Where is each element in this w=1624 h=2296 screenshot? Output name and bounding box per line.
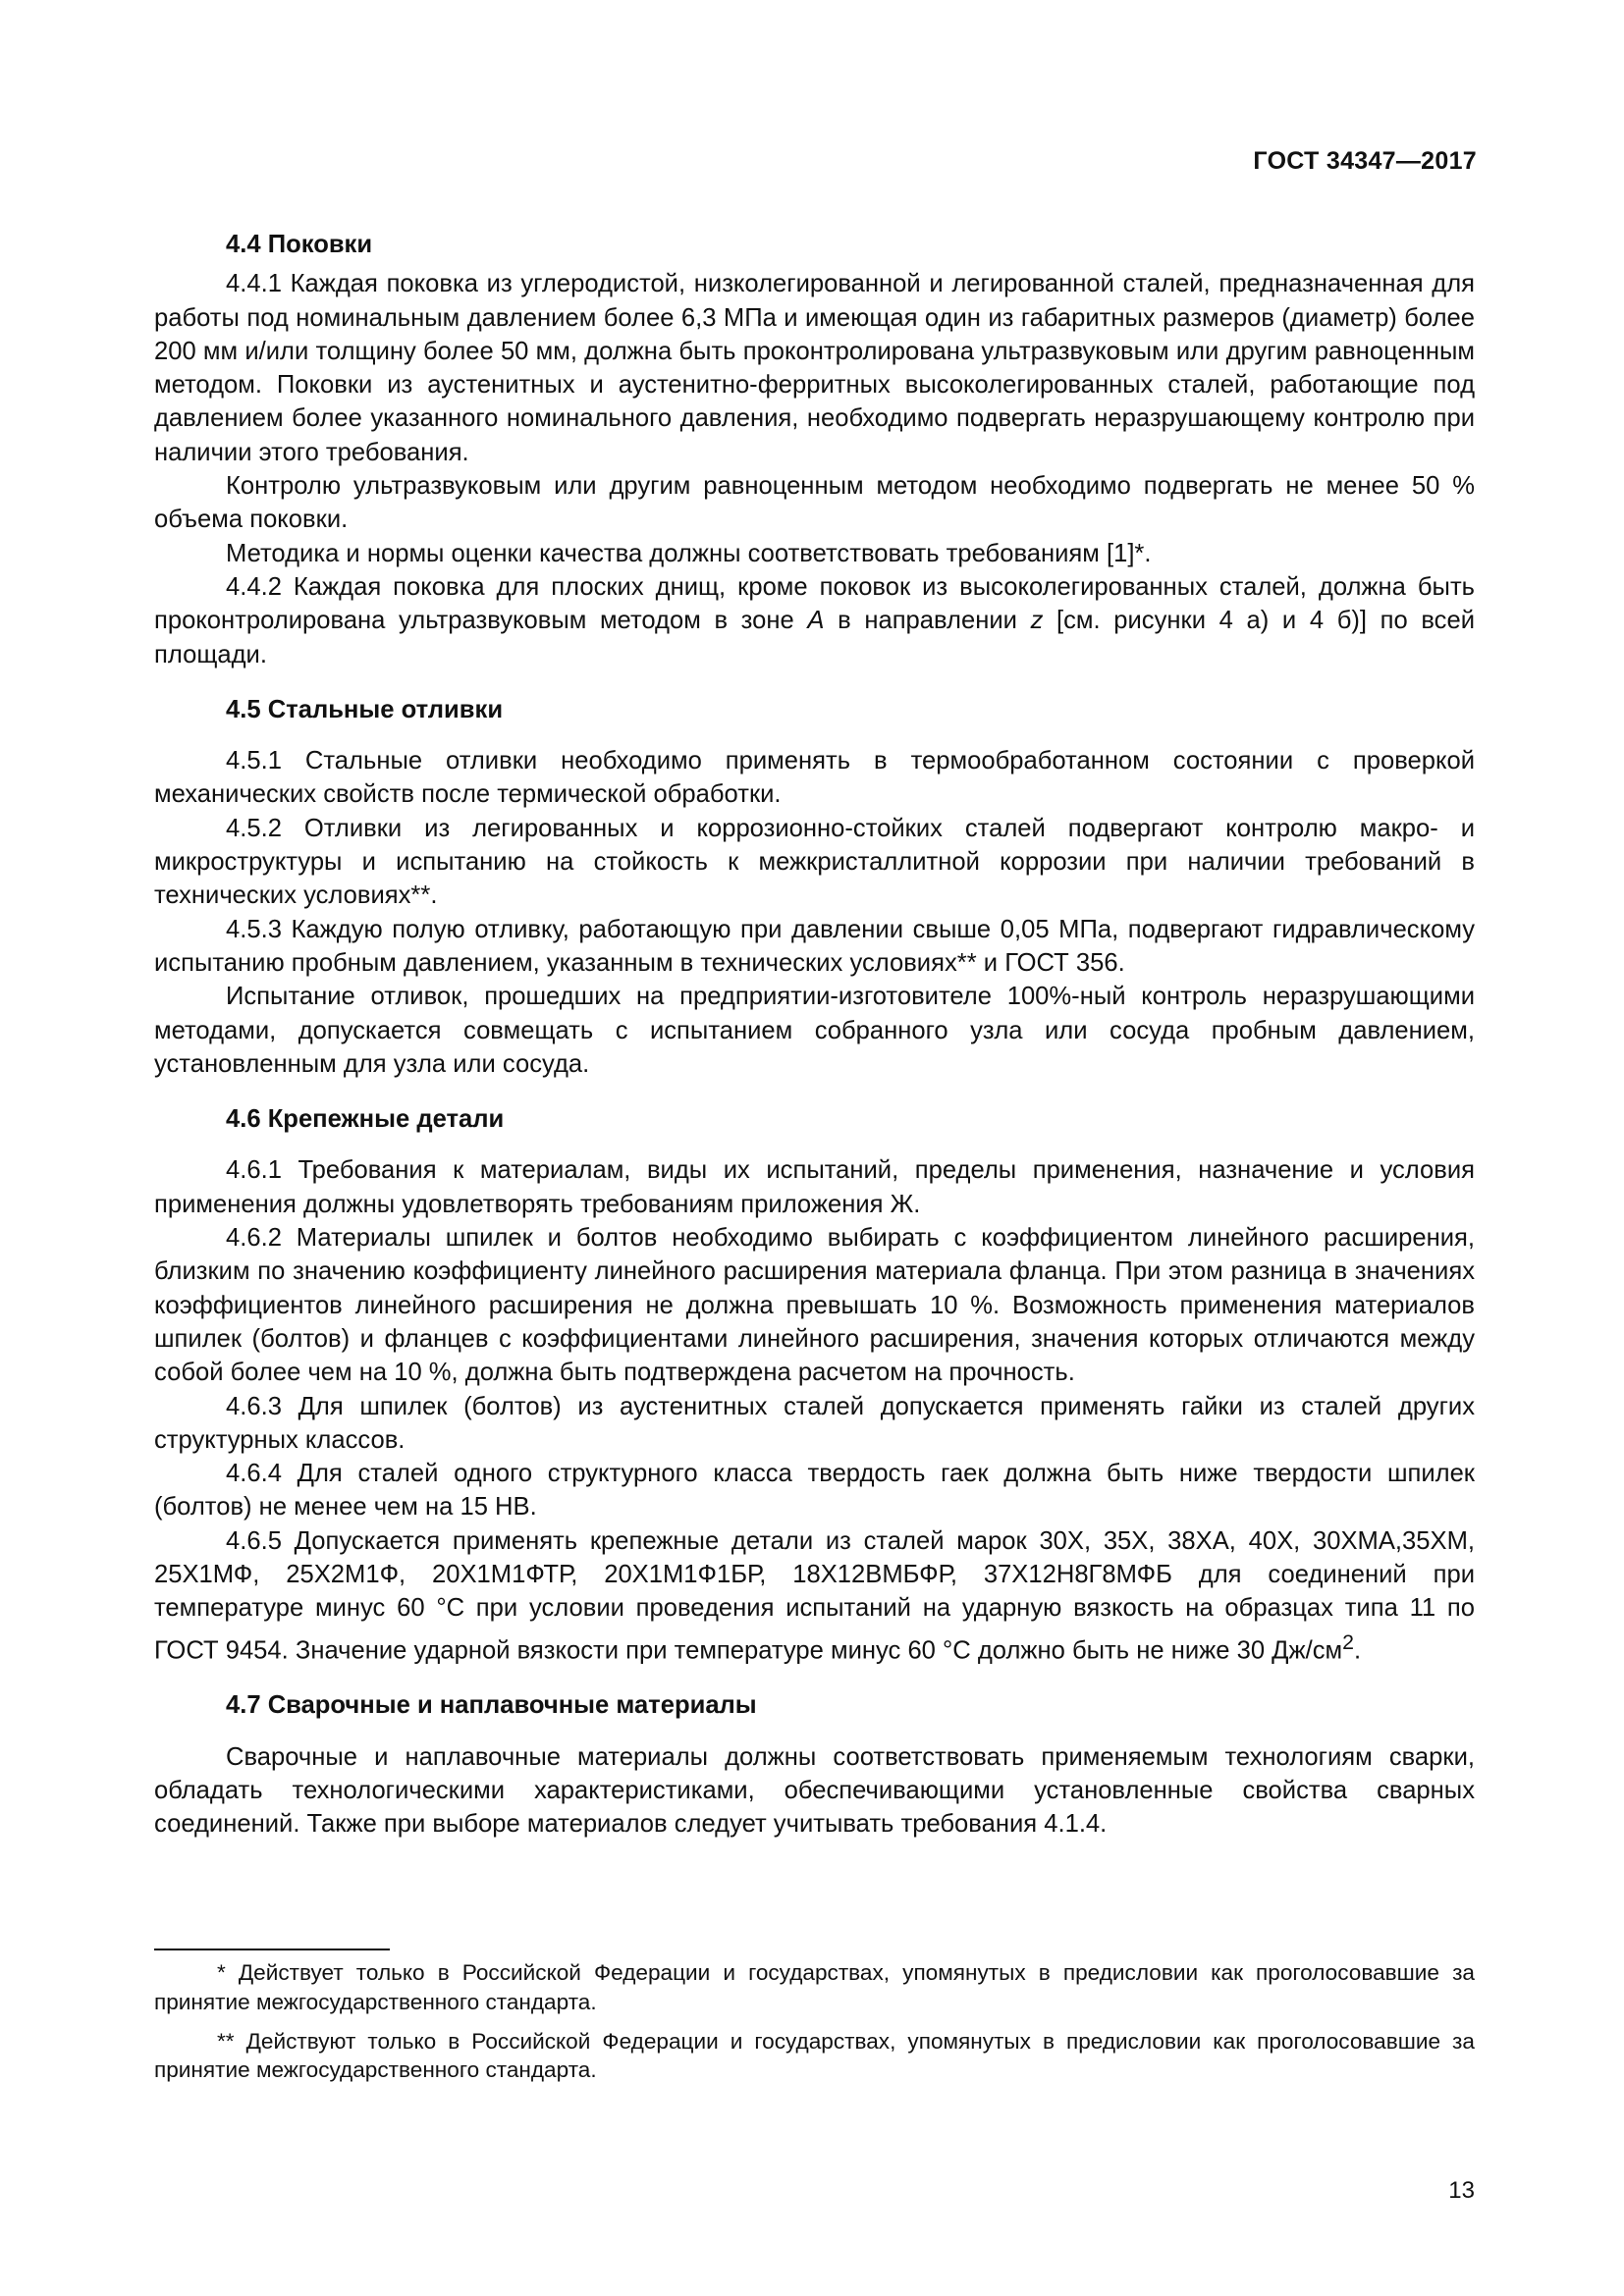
paragraph-4-5-1: 4.5.1 Стальные отливки необходимо применять в термообработанном состоянии с проверкой механических свойств после термической обработки. [154,747,1475,809]
standard-code-header: ГОСТ 34347—2017 [1253,147,1477,175]
section-heading-4-4: 4.4 Поковки [226,231,373,258]
direction-label: z [1030,607,1044,635]
paragraph-4-6-1: 4.6.1 Требования к материалам, виды их испытаний, пределы применения, назначение и условия применения должны удовлетворять требованиям приложения Ж. [154,1156,1475,1218]
paragraph-4-5-2: 4.5.2 Отливки из легированных и коррозионно-стойких сталей подвергают контролю макро- и микроструктуры и испытанию на стойкость к межкристаллитной коррозии при наличии требований в технических условиях**. [154,814,1475,910]
paragraph-4-5-3-testing: Испытание отливок, прошедших на предприятии-изготовителе 100%-ный контроль неразрушающими методами, допускается совмещать с испытанием собранного узла или сосуда пробным давлением, установленным для узла или сосуда. [154,983,1475,1078]
section-heading-4-7: 4.7 Сварочные и наплавочные материалы [226,1691,757,1720]
paragraph-4-6-5-end: . [1354,1636,1362,1665]
footnotes [154,1949,1475,2095]
section-heading-4-5: 4.5 Стальные отливки [226,695,504,723]
paragraph-4-4-2 [154,570,1475,671]
paragraph-4-4-2-text-b: в направлении [824,607,1031,635]
footnote-divider [154,1949,390,1950]
section-heading-4-6: 4.6 Крепежные детали [226,1105,505,1134]
paragraph-4-4-2-text-a: 4.4.2 Каждая поковка для плоских днищ, кроме поковок из высоколегированных сталей, должна быть проконтролирована ультразвуковым методом в зоне [154,572,1475,635]
paragraph-4-5-3: 4.5.3 Каждую полую отливку, работающую при давлении свыше 0,05 МПа, подвергают гидравлическому испытанию пробным давлением, указанным в технических условиях** и ГОСТ 356. [154,915,1475,977]
zone-label: A [807,607,825,635]
footnote-2: ** Действуют только в Российской Федерации и государствах, упомянутых в предисловии как проголосовавшие за принятие межгосударственного стандарта. [154,2028,1475,2083]
paragraph-4-6-5 [154,1524,1475,1668]
paragraph-4-6-2: 4.6.2 Материалы шпилек и болтов необходимо выбирать с коэффициентом линейного расширения, близким по значению коэффициенту линейного расширения материала фланца. При этом разница в значениях коэффициентов линейного расширения не должна превышать 10 %. Возможность применения материалов шпилек (болтов) и фланцев с коэффициентами линейного расширения, значения которых отличаются между собой более чем на 10 %, должна быть подтверждена расчетом на прочность. [154,1224,1475,1387]
paragraph-4-4-1-control: Контролю ультразвуковым или другим равноценным методом необходимо подвергать не менее 50 % объема поковки. [154,472,1475,534]
footnote-1: * Действует только в Российской Федерации и государствах, упомянутых в предисловии как проголосовавшие за принятие межгосударственного стандарта. [154,1960,1475,2014]
paragraph-4-7: Сварочные и наплавочные материалы должны соответствовать применяемым технологиям сварки, обладать технологическими характеристиками, обеспечивающими установленные свойства сварных соединений. Также при выборе материалов следует учитывать требования 4.1.4. [154,1742,1475,1839]
paragraph-4-6-3: 4.6.3 Для шпилек (болтов) из аустенитных сталей допускается применять гайки из сталей других структурных классов. [154,1392,1475,1454]
page-number: 13 [1448,2177,1475,2204]
main-content [154,228,1475,1842]
paragraph-4-4-1-method: Методика и нормы оценки качества должны соответствовать требованиям [1]*. [226,539,1152,567]
superscript-2: 2 [1342,1629,1355,1654]
paragraph-4-4-2-text-c: [см. рисунки 4 а) и 4 б)] по всей площади. [154,607,1475,668]
paragraph-4-6-5-text: 4.6.5 Допускается применять крепежные детали из сталей марок 30Х, 35Х, 38ХА, 40Х, 30ХМА,35ХМ, 25Х1МФ, 25Х2М1Ф, 20Х1М1ФТР, 20Х1М1Ф1БР, 18Х12ВМБФР, 37Х12Н8Г8МФБ для соединений при температуре минус 60 °С при условии проведения испытаний на ударную вязкость на образцах типа 11 по ГОСТ 9454. Значение ударной вязкости при температуре минус 60 °С должно быть не ниже 30 Дж/см [154,1526,1475,1665]
paragraph-4-4-1: 4.4.1 Каждая поковка из углеродистой, низколегированной и легированной сталей, предназначенная для работы под номинальным давлением более 6,3 МПа и имеющая один из габаритных размеров (диаметр) более 200 мм и/или толщину более 50 мм, должна быть проконтролирована ультразвуковым или другим равноценным методом. Поковки из аустенитных и аустенитно-ферритных высоколегированных сталей, работающие под давлением более указанного номинального давления, необходимо подвергать неразрушающему контролю при наличии этого требования. [154,270,1475,466]
paragraph-4-6-4: 4.6.4 Для сталей одного структурного класса твердость гаек должна быть ниже твердости шпилек (болтов) не менее чем на 15 НВ. [154,1460,1475,1522]
